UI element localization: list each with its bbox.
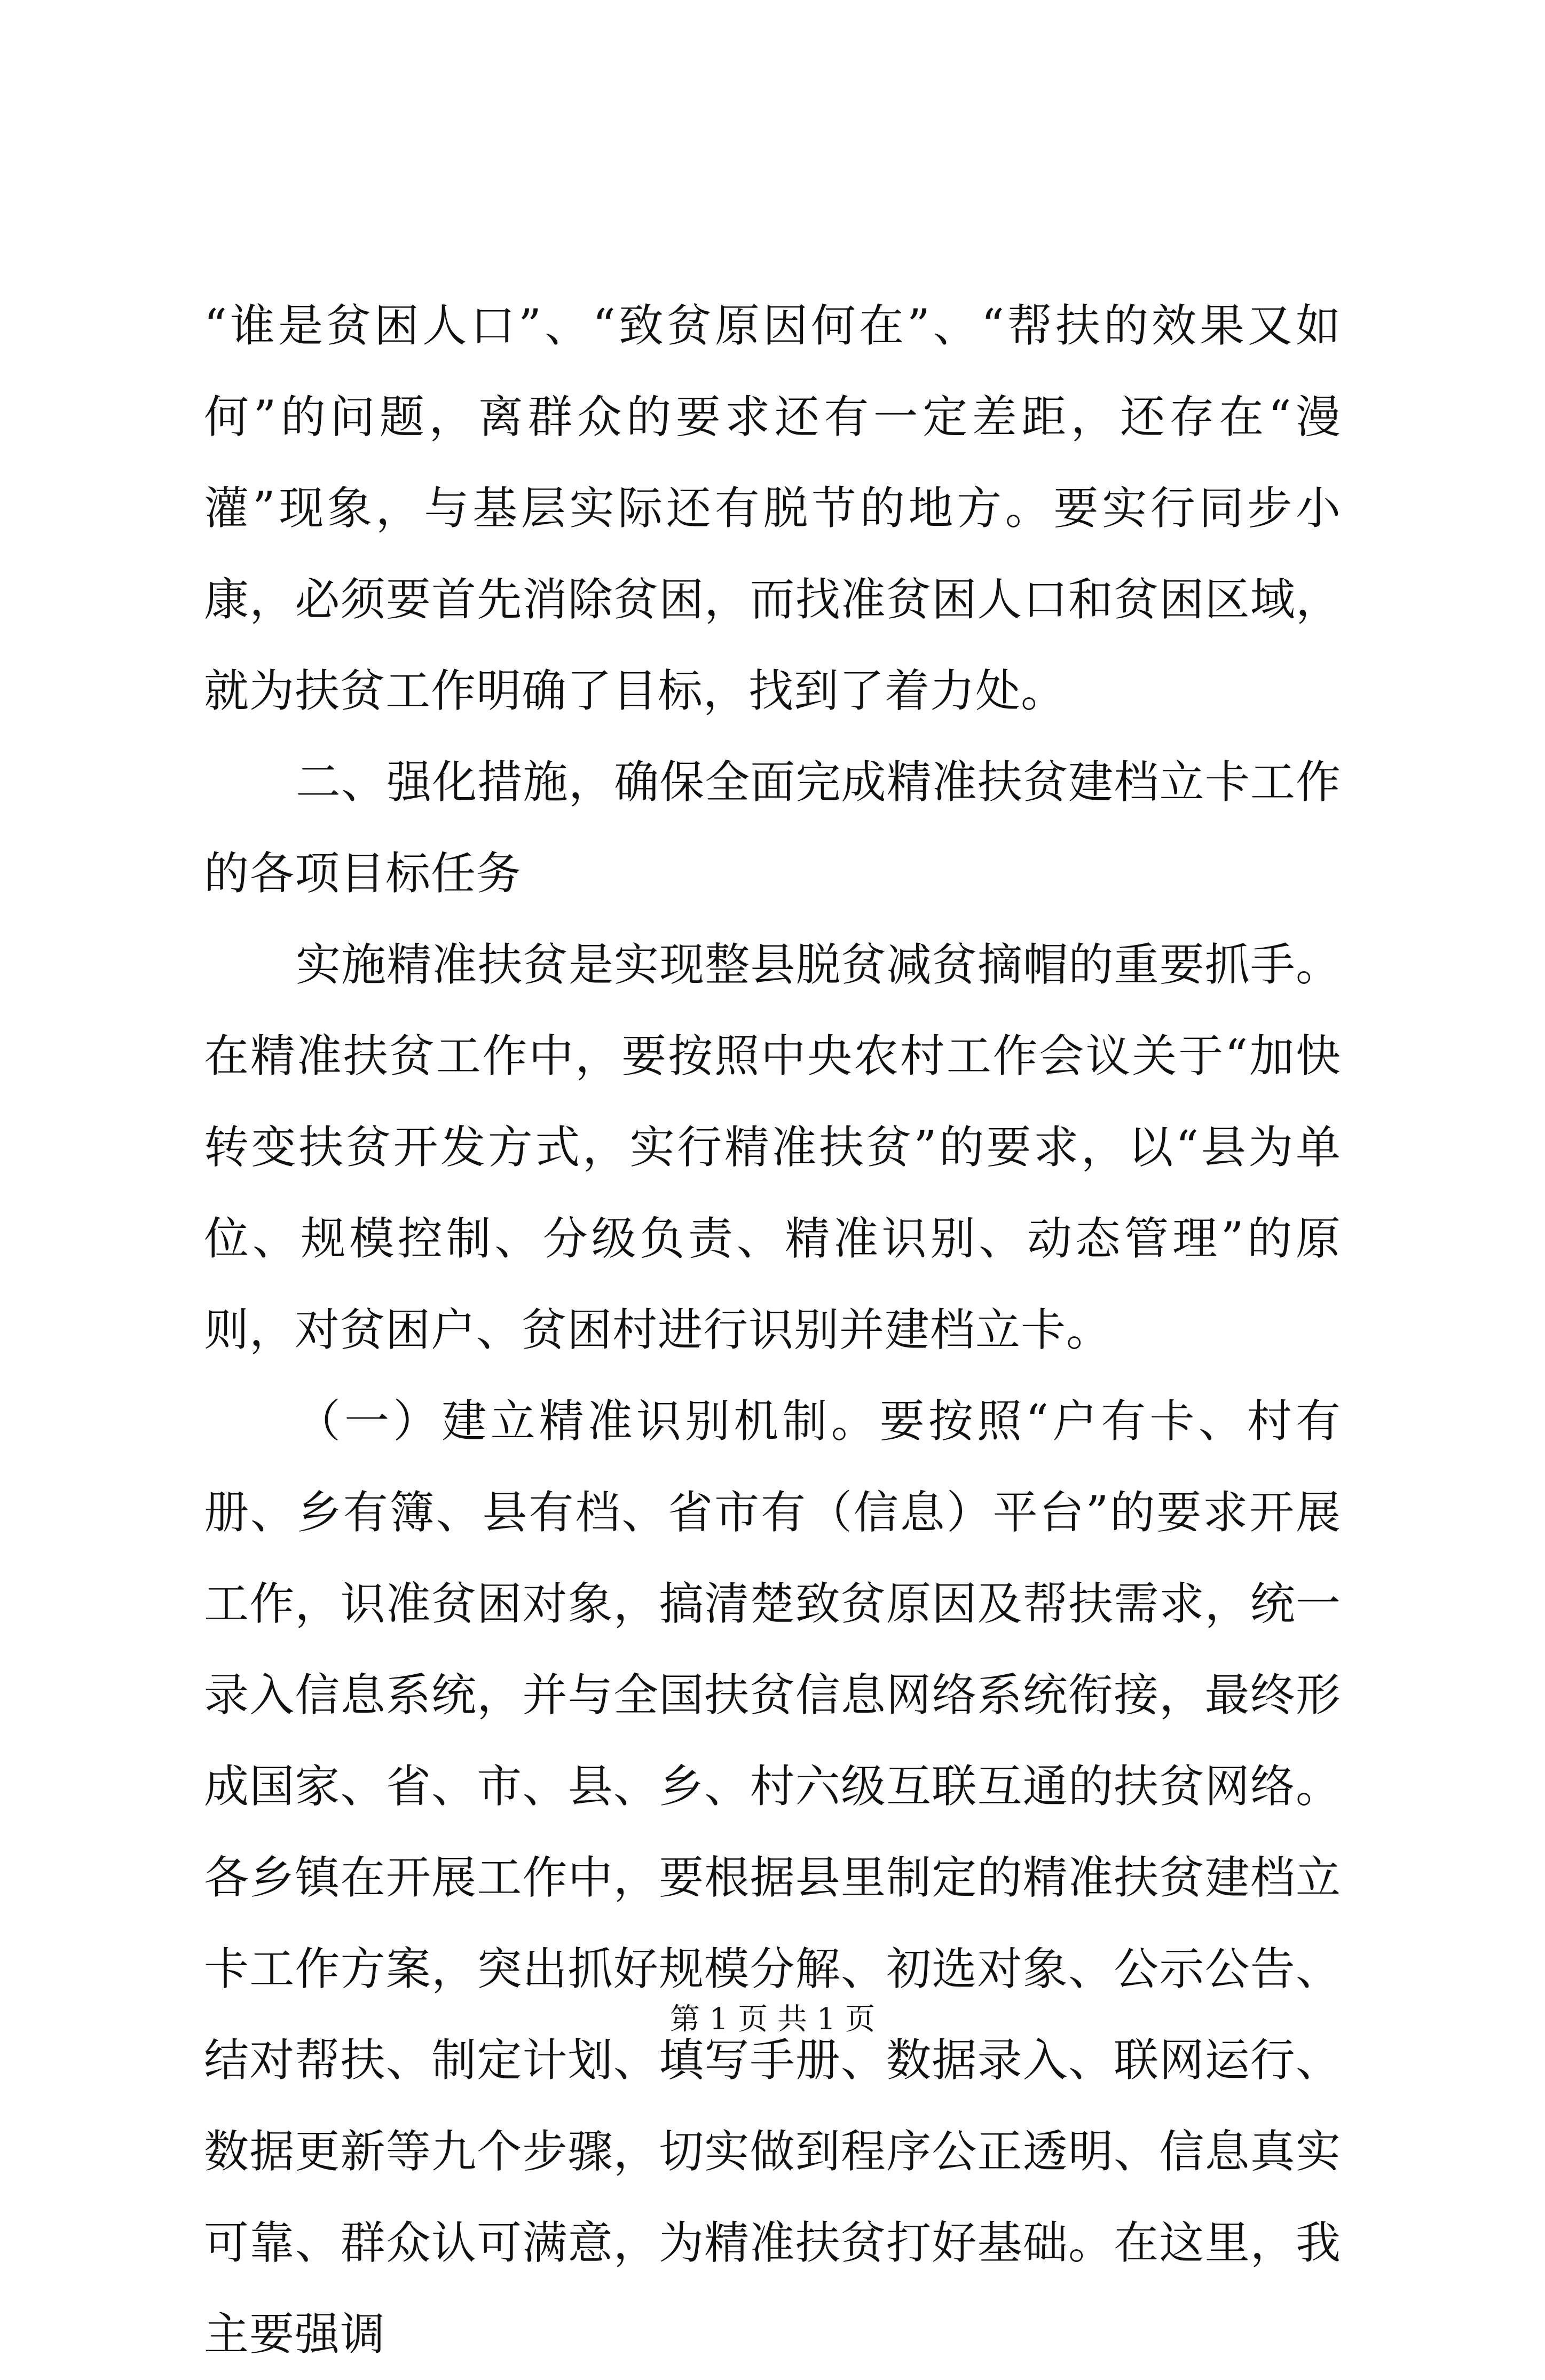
paragraph-continuation: “谁是贫困人口”、“致贫原因何在”、“帮扶的效果又如何”的问题，离群众的要求还有一定差距，还存在“漫灌”现象，与基层实际还有脱节的地方。要实行同步小康，必须要首先消除贫困，而找准贫困人口和贫困区域，就为扶贫工作明确了目标，找到了着力处。 <box>204 300 1341 717</box>
paragraph: 实施精准扶贫是实现整县脱贫减贫摘帽的重要抓手。在精准扶贫工作中，要按照中央农村工作会议关于“加快转变扶贫开发方式，实行精准扶贫”的要求，以“县为单位、规模控制、分级负责、精准识别、动态管理”的原则，对贫困户、贫困村进行识别并建档立卡。 <box>204 939 1341 1356</box>
paragraph: （一）建立精准识别机制。要按照“户有卡、村有册、乡有簿、县有档、省市有（信息）平台”的要求开展工作，识准贫困对象，搞清楚致贫原因及帮扶需求，统一录入信息系统，并与全国扶贫信息网络系统衔接，最终形成国家、省、市、县、乡、村六级互联互通的扶贫网络。各乡镇在开展工作中，要根据县里制定的精准扶贫建档立卡工作方案，突出抓好规模分解、初选对象、公示公告、结对帮扶、制定计划、填写手册、数据录入、联网运行、数据更新等九个步骤，切实做到程序公正透明、信息真实可靠、群众认可满意，为精准扶贫打好基础。在这里，我主要强调 <box>204 1395 1341 2360</box>
section-heading: 二、强化措施，确保全面完成精准扶贫建档立卡工作的各项目标任务 <box>204 756 1341 900</box>
page-footer: 第 1 页 共 1 页 <box>669 2002 876 2037</box>
document-body <box>204 280 1341 2380</box>
